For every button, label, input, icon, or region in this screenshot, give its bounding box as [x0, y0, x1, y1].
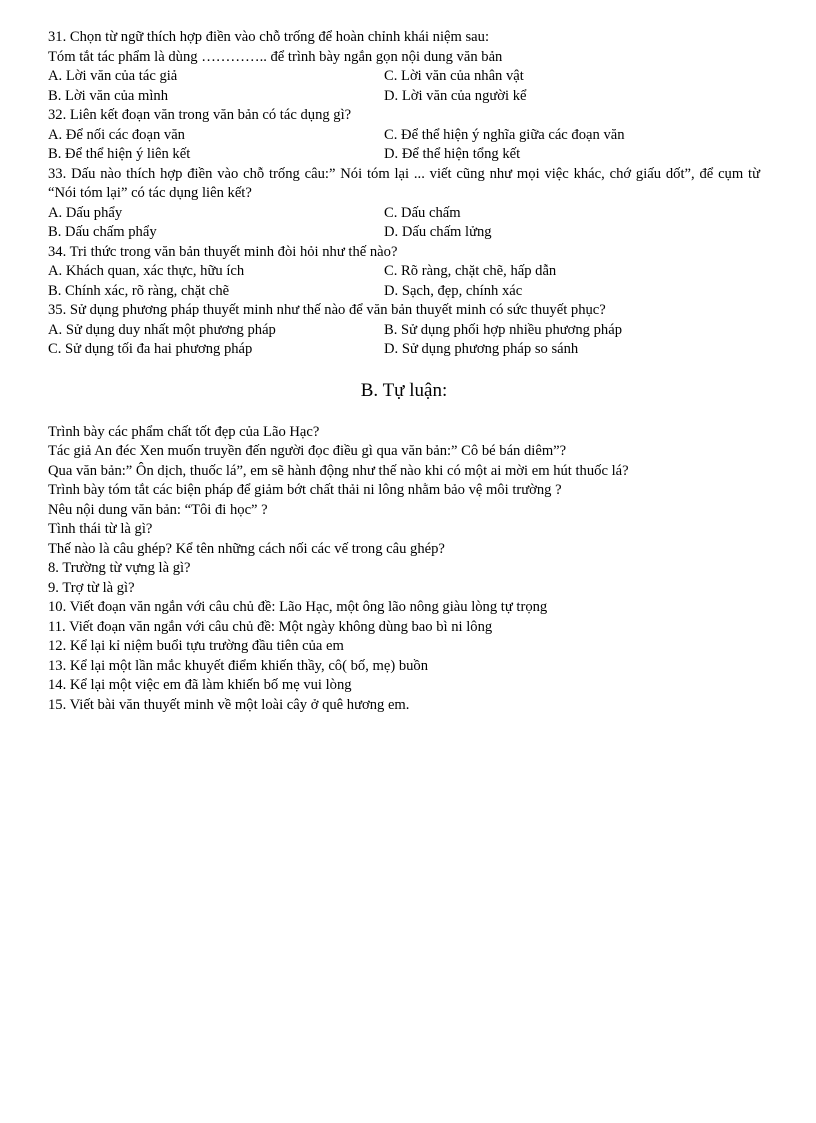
option-c: C. Dấu chấm — [384, 204, 461, 221]
options-row — [48, 262, 760, 282]
essay-question: 14. Kể lại một việc em đã làm khiến bố mẹ vui lòng — [48, 677, 352, 693]
option-b: B. Dấu chấm phẩy — [48, 224, 157, 240]
section-b-heading: B. Tự luận: — [360, 379, 448, 401]
question-stem: 35. Sử dụng phương pháp thuyết minh như thế nào để văn bản thuyết minh có sức thuyết phục? — [48, 302, 606, 318]
option-a: A. Dấu phẩy — [48, 204, 123, 221]
options-row — [48, 87, 760, 107]
option-d: D. Dấu chấm lửng — [384, 224, 492, 240]
essay-question: 11. Viết đoạn văn ngắn với câu chủ đề: Một ngày không dùng bao bì ni lông — [48, 618, 493, 635]
essay-question: Qua văn bản:” Ôn dịch, thuốc lá”, em sẽ hành động như thế nào khi có một ai mời em hút thuốc lá? — [48, 462, 629, 479]
essay-question-list — [48, 423, 760, 716]
essay-question: 9. Trợ từ là gì? — [48, 579, 135, 596]
option-a: A. Khách quan, xác thực, hữu ích — [48, 263, 245, 279]
question-stem-continuation: Tóm tắt tác phẩm là dùng ………….. để trình bày ngắn gọn nội dung văn bản — [48, 48, 503, 65]
essay-question: 10. Viết đoạn văn ngắn với câu chủ đề: Lão Hạc, một ông lão nông giàu lòng tự trọng — [48, 599, 548, 615]
option-d: D. Lời văn của người kể — [384, 87, 527, 104]
essay-question: 8. Trường từ vựng là gì? — [48, 560, 191, 576]
essay-question: 12. Kể lại kỉ niệm buổi tựu trường đầu tiên của em — [48, 638, 344, 654]
options-row — [48, 67, 760, 87]
option-c: C. Để thể hiện ý nghĩa giữa các đoạn văn — [384, 126, 625, 143]
options-row — [48, 145, 760, 165]
question-31 — [48, 28, 760, 106]
options-row — [48, 223, 760, 243]
option-d: D. Sạch, đẹp, chính xác — [384, 282, 523, 299]
options-row — [48, 126, 760, 146]
question-stem: 34. Tri thức trong văn bản thuyết minh đòi hỏi như thế nào? — [48, 243, 398, 260]
option-b: B. Chính xác, rõ ràng, chặt chẽ — [48, 282, 230, 299]
options-row — [48, 321, 760, 341]
essay-question: Tác giả An đéc Xen muốn truyền đến người đọc điều gì qua văn bản:” Cô bé bán diêm”? — [48, 443, 567, 459]
question-stem: 32. Liên kết đoạn văn trong văn bản có tác dụng gì? — [48, 107, 352, 123]
question-33 — [48, 165, 760, 243]
option-b: B. Để thể hiện ý liên kết — [48, 146, 191, 162]
essay-question: Nêu nội dung văn bản: “Tôi đi học” ? — [48, 501, 268, 518]
essay-question: Trình bày tóm tắt các biện pháp để giảm bớt chất thải ni lông nhằm bảo vệ môi trường ? — [48, 482, 562, 498]
options-row — [48, 282, 760, 302]
question-35 — [48, 301, 760, 360]
option-b: B. Lời văn của mình — [48, 87, 168, 104]
option-a: A. Lời văn của tác giả — [48, 68, 178, 84]
option-c: C. Sử dụng tối đa hai phương pháp — [48, 341, 253, 357]
essay-question: 15. Viết bài văn thuyết minh về một loài cây ở quê hương em. — [48, 696, 410, 713]
option-d: D. Sử dụng phương pháp so sánh — [384, 341, 579, 357]
option-a: A. Để nối các đoạn văn — [48, 126, 185, 143]
options-row — [48, 204, 760, 224]
essay-question: Trình bày các phẩm chất tốt đẹp của Lão Hạc? — [48, 423, 320, 440]
essay-question: 13. Kể lại một lần mắc khuyết điểm khiến thầy, cô( bố, mẹ) buồn — [48, 657, 429, 674]
option-d: D. Để thể hiện tổng kết — [384, 146, 521, 162]
essay-question: Tình thái từ là gì? — [48, 521, 153, 537]
option-a: A. Sử dụng duy nhất một phương pháp — [48, 321, 276, 338]
question-32 — [48, 106, 760, 165]
question-stem: 33. Dấu nào thích hợp điền vào chỗ trống câu:” Nói tóm lại ... viết cũng như mọi việc khác, chớ giấu dốt”, để cụm từ “Nói tóm lại” có tác dụng liên kết? — [48, 165, 760, 201]
question-34 — [48, 243, 760, 302]
essay-question: Thế nào là câu ghép? Kể tên những cách nối các vế trong câu ghép? — [48, 540, 445, 557]
document-page — [48, 28, 760, 715]
question-stem: 31. Chọn từ ngữ thích hợp điền vào chỗ trống để hoàn chỉnh khái niệm sau: — [48, 29, 490, 45]
options-row — [48, 340, 760, 360]
option-c: C. Lời văn của nhân vật — [384, 68, 524, 84]
option-c: C. Rõ ràng, chặt chẽ, hấp dẫn — [384, 263, 557, 279]
option-b: B. Sử dụng phối hợp nhiều phương pháp — [384, 321, 622, 338]
